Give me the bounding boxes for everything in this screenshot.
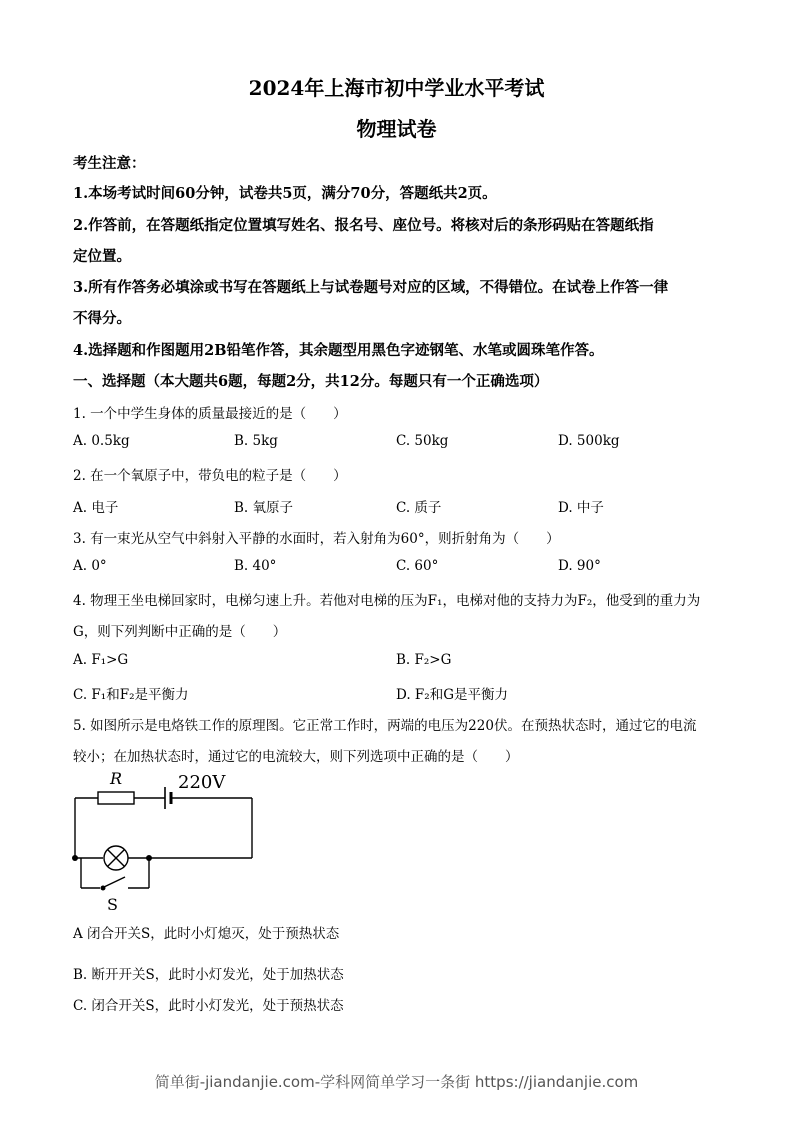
notice-item: 定位置。 [73,248,131,265]
question-stem-line: 较小；在加热状态时，通过它的电流较大，则下列选项中正确的是（ ） [73,749,519,765]
section-heading: 一、选择题（本大题共6题，每题2分，共12分。每题只有一个正确选项） [73,373,549,390]
option-d: D. 90° [558,558,601,574]
notice-item: 4.选择题和作图题用2B铅笔作答，其余题型用黑色字迹钢笔、水笔或圆珠笔作答。 [73,342,604,359]
option-d: D. F₂和G是平衡力 [396,687,508,703]
option-b: B. 5kg [234,433,278,449]
option-a: A. 电子 [73,500,119,516]
switch-label: S [107,895,118,914]
option-b: B. 断开开关S，此时小灯发光，处于加热状态 [73,967,344,983]
exam-subject: 物理试卷 [356,117,437,141]
option-b: B. 氧原子 [234,500,294,516]
question-stem: 2. 在一个氧原子中，带负电的粒子是（ ） [73,468,347,484]
option-c: C. F₁和F₂是平衡力 [73,687,189,703]
option-c: C. 60° [396,558,439,574]
option-a: A. 0° [73,558,107,574]
voltage-label: 220V [178,772,226,793]
option-c: C. 50kg [396,433,449,449]
question-stem: 1. 一个中学生身体的质量最接近的是（ ） [73,406,347,422]
option-a: A. 0.5kg [73,433,130,449]
option-b: B. F₂>G [396,652,452,668]
question-stem-line: 5. 如图所示是电烙铁工作的原理图。它正常工作时，两端的电压为220伏。在预热状态时，通过它的电流 [73,718,697,734]
exam-title: 2024年上海市初中学业水平考试 [248,76,545,100]
option-a: A 闭合开关S，此时小灯熄灭，处于预热状态 [73,926,340,942]
notice-item: 不得分。 [73,310,131,327]
notice-item: 3.所有作答务必填涂或书写在答题纸上与试卷题号对应的区域，不得错位。在试卷上作答一律 [73,279,669,296]
option-c: C. 质子 [396,500,442,516]
notice-item: 1.本场考试时间60分钟，试卷共5页，满分70分，答题纸共2页。 [73,185,497,202]
option-a: A. F₁>G [73,652,129,668]
option-d: D. 中子 [558,500,604,516]
option-c: C. 闭合开关S，此时小灯发光，处于预热状态 [73,998,344,1014]
option-d: D. 500kg [558,433,620,449]
question-stem: 3. 有一束光从空气中斜射入平静的水面时，若入射角为60°，则折射角为（ ） [73,531,560,547]
circuit-diagram [60,765,270,915]
resistor-symbol [98,792,134,804]
question-stem-line: G，则下列判断中正确的是（ ） [73,624,287,640]
notice-item: 2.作答前，在答题纸指定位置填写姓名、报名号、座位号。将核对后的条形码贴在答题纸指 [73,217,654,234]
notice-heading: 考生注意： [73,155,146,172]
option-b: B. 40° [234,558,277,574]
resistor-label: R [110,769,123,788]
page-footer: 简单街-jiandanjie.com-学科网简单学习一条街 https://jiandanjie.com [154,1073,639,1091]
question-stem-line: 4. 物理王坐电梯回家时，电梯匀速上升。若他对电梯的压为F₁，电梯对他的支持力为F₂，他受到的重力为 [73,593,701,609]
